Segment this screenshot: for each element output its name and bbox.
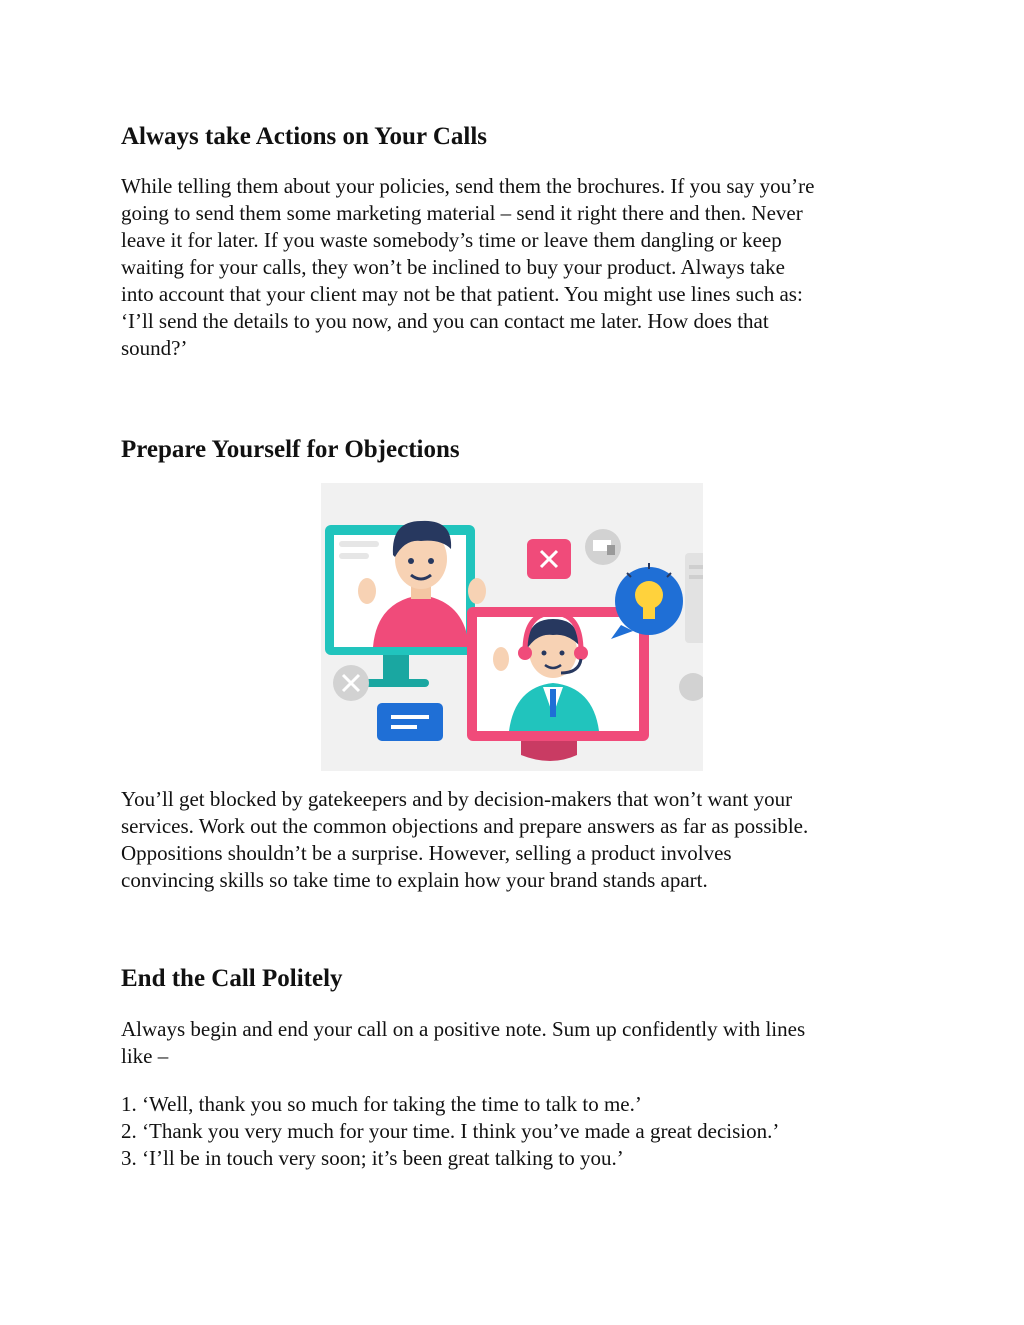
text-line: services. Work out the common objections and prepare answers as far as possible.	[121, 814, 809, 838]
text-line: convincing skills so take time to explain how your brand stands apart.	[121, 868, 708, 892]
text-line: going to send them some marketing material – send it right there and then. Never	[121, 201, 803, 225]
text-line: like –	[121, 1044, 169, 1068]
text-line: ‘I’ll send the details to you now, and you can contact me later. How does that	[121, 309, 769, 333]
video-call-illustration	[321, 483, 703, 771]
text-line: waiting for your calls, they won’t be inclined to buy your product. Always take	[121, 255, 785, 279]
text-line: While telling them about your policies, send them the brochures. If you say you’re	[121, 174, 815, 198]
chat-icon	[585, 529, 621, 565]
lightbulb-icon	[611, 563, 683, 639]
side-window	[679, 553, 703, 701]
message-bubble-icon	[377, 703, 443, 741]
close-bubble-icon	[527, 539, 571, 579]
paragraph-objections	[121, 786, 901, 894]
heading-end-call-politely: End the Call Politely	[121, 965, 343, 992]
closing-lines-list	[121, 1091, 901, 1172]
text-line: Oppositions shouldn’t be a surprise. However, selling a product involves	[121, 841, 732, 865]
heading-prepare-objections: Prepare Yourself for Objections	[121, 436, 460, 463]
heading-always-take-actions: Always take Actions on Your Calls	[121, 123, 488, 150]
text-line: leave it for later. If you waste somebody’s time or leave them dangling or keep	[121, 228, 782, 252]
text-line: Always begin and end your call on a positive note. Sum up confidently with lines	[121, 1017, 806, 1041]
list-item: 3. ‘I’ll be in touch very soon; it’s been great talking to you.’	[121, 1146, 624, 1170]
paragraph-end-call	[121, 1016, 901, 1070]
list-item: 1. ‘Well, thank you so much for taking the time to talk to me.’	[121, 1092, 642, 1116]
dismiss-circle-icon	[333, 665, 369, 701]
text-line: You’ll get blocked by gatekeepers and by decision-makers that won’t want your	[121, 787, 793, 811]
paragraph-take-actions	[121, 173, 901, 362]
list-item: 2. ‘Thank you very much for your time. I think you’ve made a great decision.’	[121, 1119, 780, 1143]
text-line: into account that your client may not be that patient. You might use lines such as:	[121, 282, 803, 306]
illustration-svg	[321, 483, 703, 771]
text-line: sound?’	[121, 336, 188, 360]
